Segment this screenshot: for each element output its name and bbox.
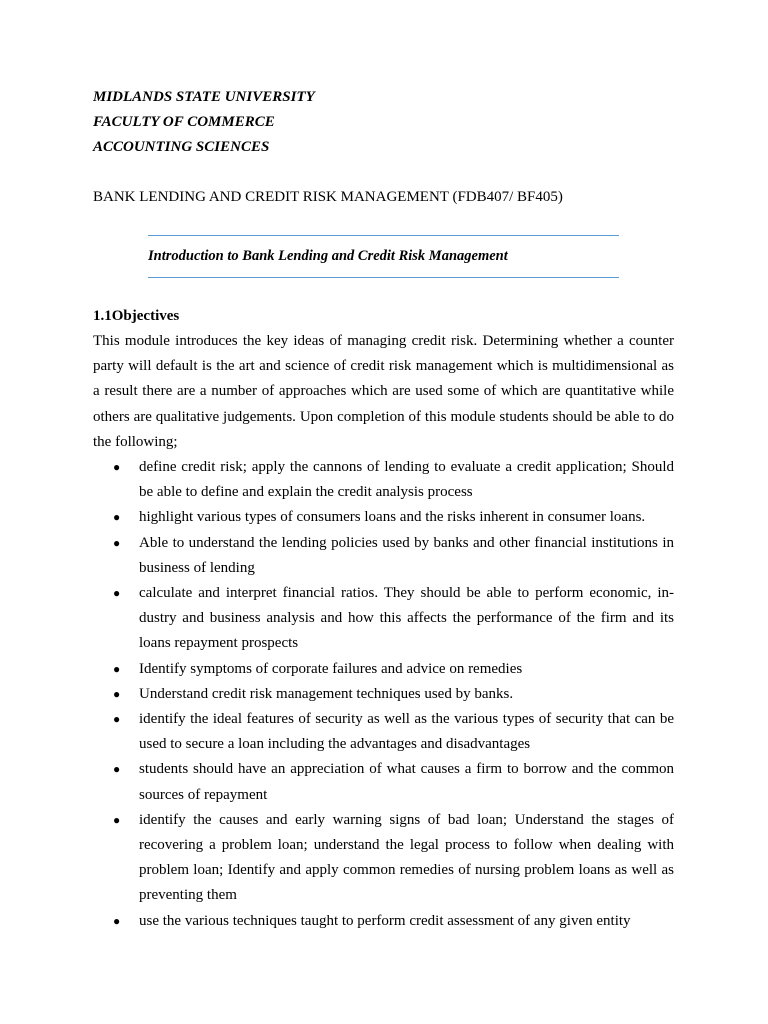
objective-text: use the various techniques taught to perform credit assessment of any given entity: [139, 912, 631, 929]
objective-item: [93, 581, 674, 657]
bullet-icon: ●: [113, 762, 121, 777]
bullet-icon: ●: [113, 812, 121, 827]
bullet-icon: ●: [113, 686, 121, 701]
objective-item: [93, 682, 674, 707]
department-name: ACCOUNTING SCIENCES: [93, 139, 270, 155]
objective-text: highlight various types of consumers loans and the risks inherent in consumer loans.: [139, 509, 646, 526]
objective-text: define credit risk; apply the cannons of lending to evaluate a credit application; Should be able to define and explain the credit analysis process: [139, 459, 674, 501]
objective-text: Identify symptoms of corporate failures and advice on remedies: [139, 660, 523, 677]
objective-item: [93, 909, 674, 934]
university-name: MIDLANDS STATE UNIVERSITY: [93, 89, 315, 105]
objective-text: Able to understand the lending policies used by banks and other financial institutions in business of lending: [139, 534, 674, 576]
bullet-icon: ●: [113, 510, 121, 525]
objective-text: students should have an appreciation of what causes a firm to borrow and the common sources of repayment: [139, 761, 674, 803]
bullet-icon: ●: [113, 586, 121, 601]
faculty-name: FACULTY OF COMMERCE: [93, 114, 275, 130]
top-divider: [148, 235, 619, 236]
objective-item: [93, 455, 674, 505]
bullet-icon: ●: [113, 460, 121, 474]
objective-text: Understand credit risk management techniques used by banks.: [139, 685, 514, 702]
bottom-divider: [148, 277, 619, 278]
objective-text: identify the causes and early warning signs of bad loan; Understand the stages of recovering a problem loan; understand the legal process to follow when dealing with problem loan; Identify and apply common remedies of nursing problem loans as well as preventing them: [139, 811, 674, 904]
objective-item: [93, 505, 674, 530]
section-heading: 1.1Objectives: [93, 308, 180, 324]
objective-text: identify the ideal features of security as well as the various types of security that can be used to secure a loan including the advantages and disadvantages: [139, 711, 674, 753]
bullet-icon: ●: [113, 712, 121, 727]
objective-item: [93, 657, 674, 682]
objectives-paragraph: This module introduces the key ideas of managing credit risk. Determining whether a counter party will default is the art and science of credit risk management which is multidimensional as a result there are a number of approaches which are used some of which are quantitative while others are qualitative judgements. Upon completion of this module students should be able to do the following;: [93, 333, 674, 450]
bullet-icon: ●: [113, 661, 121, 676]
bullet-icon: ●: [113, 913, 121, 928]
objective-item: [93, 531, 674, 581]
objective-item: [93, 707, 674, 757]
objective-text: calculate and interpret financial ratios. They should be able to perform economic, in-dustry and business analysis and how this affects the performance of the firm and its loans repayment prospects: [139, 585, 674, 652]
objective-item: [93, 757, 674, 807]
objective-item: [93, 808, 674, 909]
bullet-icon: ●: [113, 535, 121, 550]
course-title: BANK LENDING AND CREDIT RISK MANAGEMENT (FDB407/ BF405): [93, 189, 563, 205]
intro-title: Introduction to Bank Lending and Credit Risk Management: [148, 248, 508, 264]
objectives-list: [93, 455, 674, 934]
